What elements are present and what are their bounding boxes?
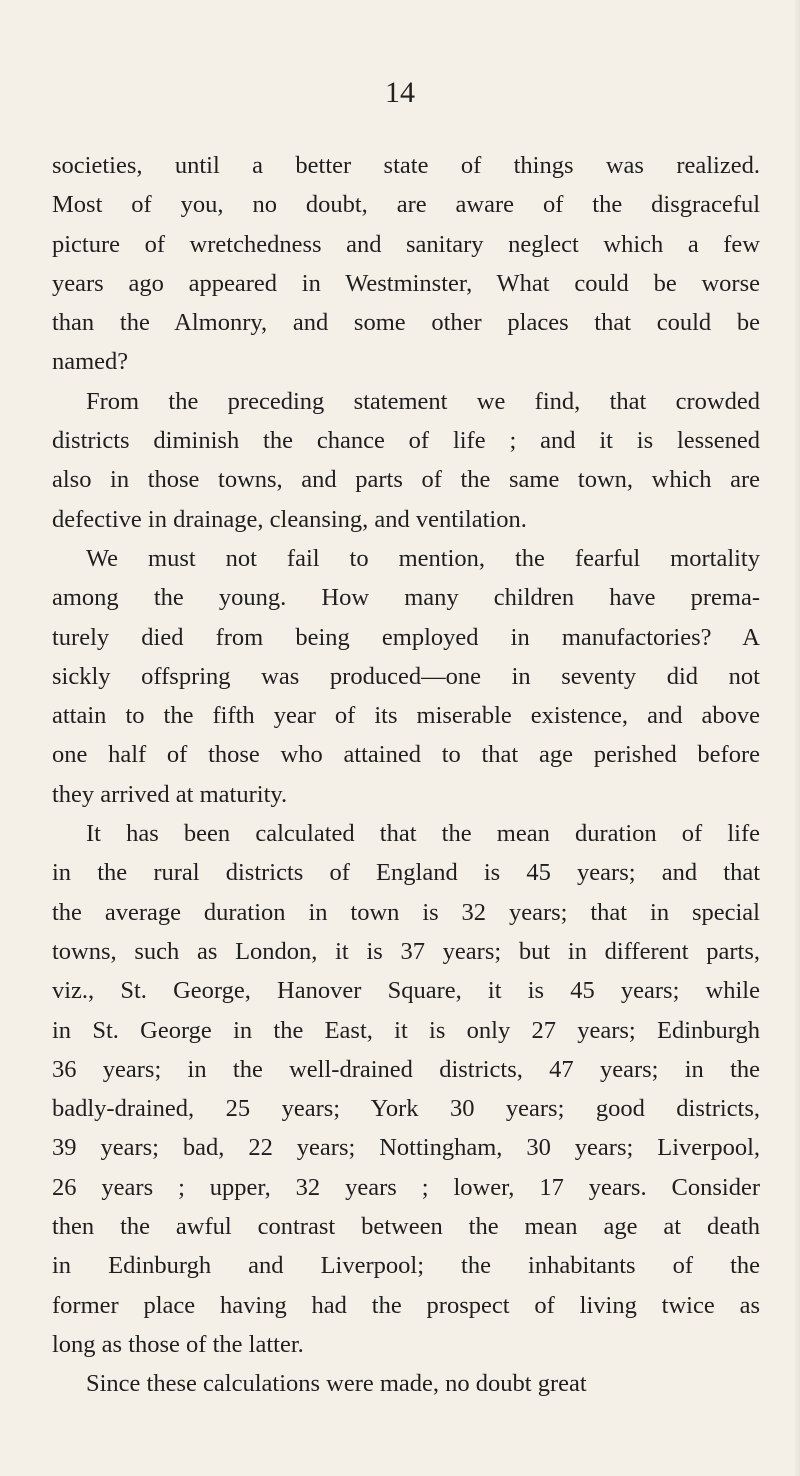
page-number: 14 — [385, 76, 415, 109]
text-line: then the awful contrast between the mean age at death — [52, 1213, 760, 1241]
text-line: long as those of the latter. — [52, 1330, 304, 1358]
page-edge-shadow — [794, 0, 800, 1476]
text-line: badly-drained, 25 years; York 30 years; good districts, — [52, 1095, 760, 1123]
text-line: Most of you, no doubt, are aware of the disgraceful — [52, 191, 760, 219]
text-line: sickly offspring was produced—one in seventy did not — [52, 662, 760, 690]
text-line: We must not fail to mention, the fearful mortality — [86, 544, 760, 572]
text-line: districts diminish the chance of life ; and it is lessened — [52, 427, 760, 455]
paragraph — [52, 539, 760, 814]
text-line: in Edinburgh and Liverpool; the inhabitants of the — [52, 1252, 760, 1280]
text-line: they arrived at maturity. — [52, 780, 288, 808]
text-line: in St. George in the East, it is only 27 years; Edinburgh — [52, 1016, 760, 1044]
paragraph — [52, 814, 760, 1364]
paragraph — [52, 382, 760, 539]
text-line: 39 years; bad, 22 years; Nottingham, 30 years; Liverpool, — [52, 1134, 760, 1162]
text-line: turely died from being employed in manufactories? A — [52, 623, 760, 651]
body-text — [52, 146, 760, 1404]
text-line: From the preceding statement we find, that crowded — [86, 387, 760, 415]
text-line: 36 years; in the well-drained districts, 47 years; in the — [52, 1055, 760, 1083]
text-line: Since these calculations were made, no doubt great — [86, 1370, 587, 1398]
text-line: one half of those who attained to that age perished before — [52, 741, 760, 769]
text-line: defective in drainage, cleansing, and ventilation. — [52, 505, 527, 533]
text-line: societies, until a better state of things was realized. — [52, 152, 760, 179]
text-line: 26 years ; upper, 32 years ; lower, 17 years. Consider — [52, 1173, 760, 1201]
paragraph — [52, 1364, 760, 1403]
paragraph — [52, 146, 760, 382]
text-line: years ago appeared in Westminster, What could be worse — [52, 269, 760, 297]
text-line: viz., St. George, Hanover Square, it is 45 years; while — [52, 977, 760, 1005]
text-line: attain to the fifth year of its miserable existence, and above — [52, 702, 760, 730]
text-line: among the young. How many children have prema- — [52, 584, 760, 612]
text-line: than the Almonry, and some other places that could be — [52, 309, 760, 337]
text-line: It has been calculated that the mean duration of life — [86, 820, 760, 848]
text-line: towns, such as London, it is 37 years; but in different parts, — [52, 937, 760, 965]
text-line: former place having had the prospect of living twice as — [52, 1291, 760, 1319]
text-line: picture of wretchedness and sanitary neglect which a few — [52, 230, 760, 258]
text-line: in the rural districts of England is 45 years; and that — [52, 859, 760, 887]
text-line: the average duration in town is 32 years; that in special — [52, 898, 760, 926]
text-line: named? — [52, 348, 129, 376]
text-line: also in those towns, and parts of the same town, which are — [52, 466, 760, 494]
